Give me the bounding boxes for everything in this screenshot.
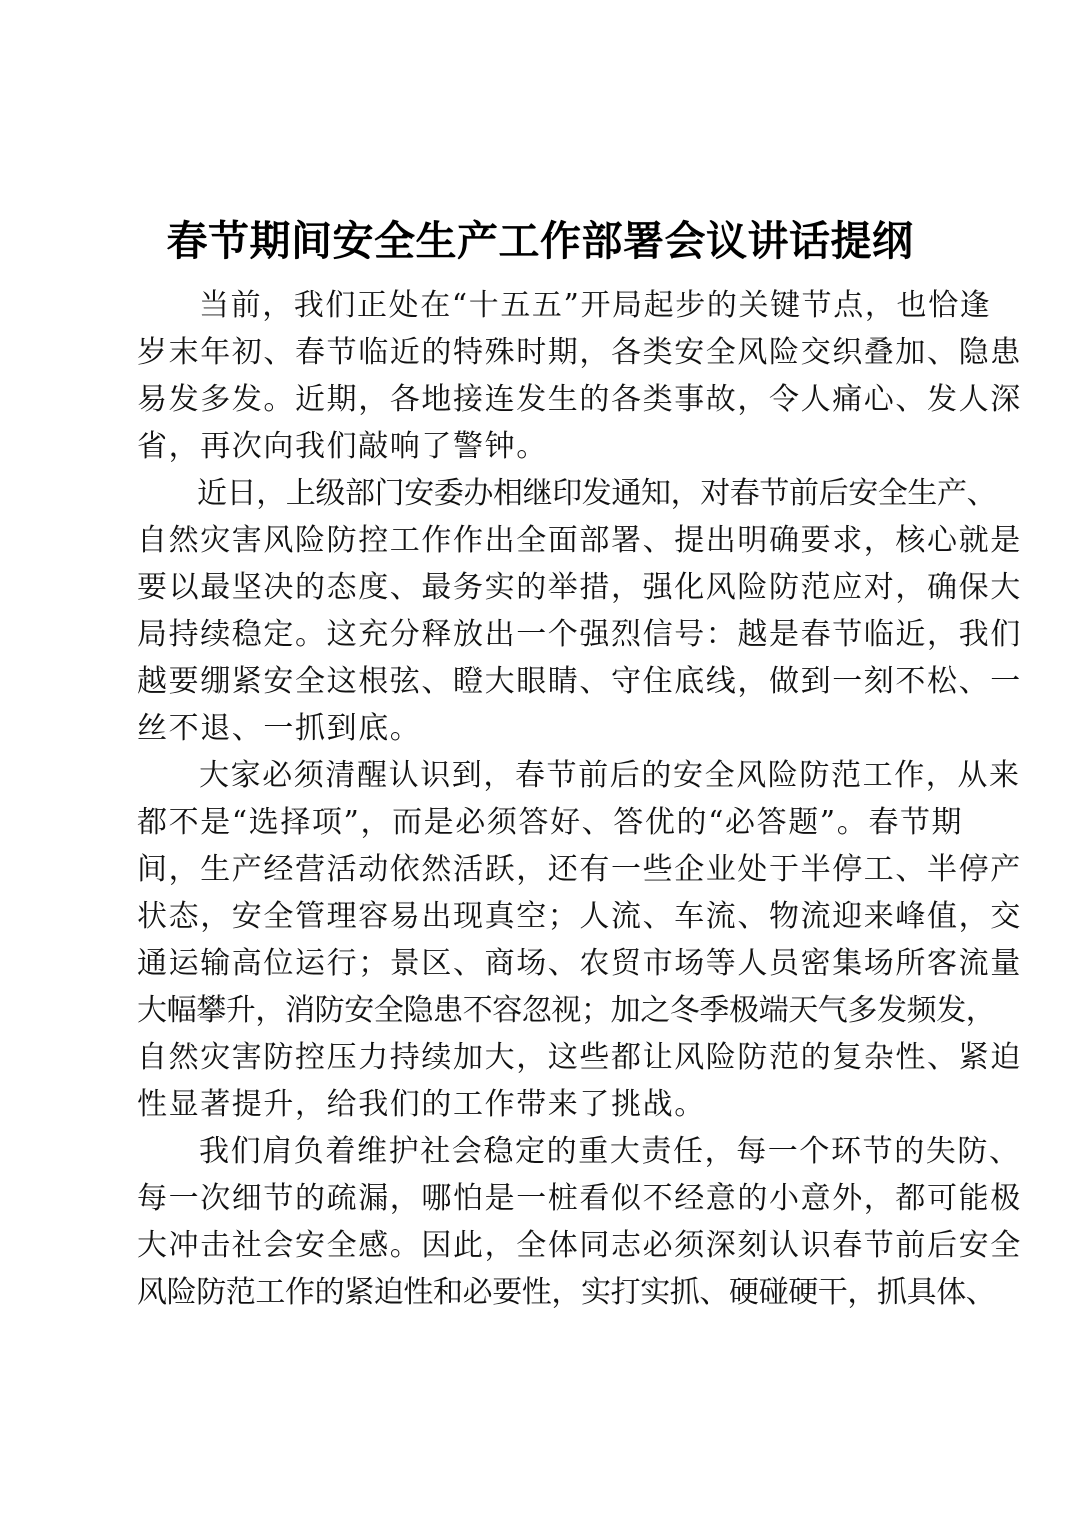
text-line: 易发多发。近期，各地接连发生的各类事故，令人痛心、发人深 bbox=[137, 382, 1022, 417]
text-line: 大家必须清醒认识到，春节前后的安全风险防范工作，从来 bbox=[199, 758, 1021, 793]
text-line: 局持续稳定。这充分释放出一个强烈信号：越是春节临近，我们 bbox=[137, 617, 1022, 652]
paragraph-4 bbox=[137, 1128, 1022, 1316]
text-line: 自然灾害风险防控工作作出全面部署、提出明确要求，核心就是 bbox=[137, 523, 1022, 558]
text-line: 我们肩负着维护社会稳定的重大责任，每一个环节的失防、 bbox=[199, 1134, 1021, 1169]
text-line: 当前，我们正处在“十五五”开局起步的关键节点，也恰逢 bbox=[199, 288, 992, 323]
paragraph-3 bbox=[137, 752, 1022, 1128]
text-line: 自然灾害防控压力持续加大，这些都让风险防范的复杂性、紧迫 bbox=[137, 1040, 1022, 1075]
text-line: 风险防范工作的紧迫性和必要性，实打实抓、硬碰硬干，抓具体、 bbox=[137, 1275, 996, 1310]
paragraph-2 bbox=[137, 470, 1022, 752]
document-body bbox=[137, 282, 1022, 1316]
text-line: 越要绷紧安全这根弦、瞪大眼睛、守住底线，做到一刻不松、一 bbox=[137, 664, 1022, 699]
text-line: 大幅攀升，消防安全隐患不容忽视；加之冬季极端天气多发频发， bbox=[137, 993, 996, 1028]
text-line: 要以最坚决的态度、最务实的举措，强化风险防范应对，确保大 bbox=[137, 570, 1022, 605]
text-line: 间，生产经营活动依然活跃，还有一些企业处于半停工、半停产 bbox=[137, 852, 1022, 887]
text-line: 通运输高位运行；景区、商场、农贸市场等人员密集场所客流量 bbox=[137, 946, 1022, 981]
text-line: 大冲击社会安全感。因此，全体同志必须深刻认识春节前后安全 bbox=[137, 1228, 1022, 1263]
text-line: 省，再次向我们敲响了警钟。 bbox=[137, 429, 548, 464]
text-line: 都不是“选择项”，而是必须答好、答优的“必答题”。春节期 bbox=[137, 805, 964, 840]
text-line: 岁末年初、春节临近的特殊时期，各类安全风险交织叠加、隐患 bbox=[137, 335, 1022, 370]
text-line: 每一次细节的疏漏，哪怕是一桩看似不经意的小意外，都可能极 bbox=[137, 1181, 1022, 1216]
text-line: 性显著提升，给我们的工作带来了挑战。 bbox=[137, 1087, 706, 1122]
page-title: 春节期间安全生产工作部署会议讲话提纲 bbox=[166, 217, 914, 266]
text-line: 状态，安全管理容易出现真空；人流、车流、物流迎来峰值，交 bbox=[137, 899, 1022, 934]
paragraph-1 bbox=[137, 282, 1022, 470]
text-line: 丝不退、一抓到底。 bbox=[137, 711, 422, 746]
text-line: 近日，上级部门安委办相继印发通知，对春节前后安全生产、 bbox=[197, 476, 997, 511]
